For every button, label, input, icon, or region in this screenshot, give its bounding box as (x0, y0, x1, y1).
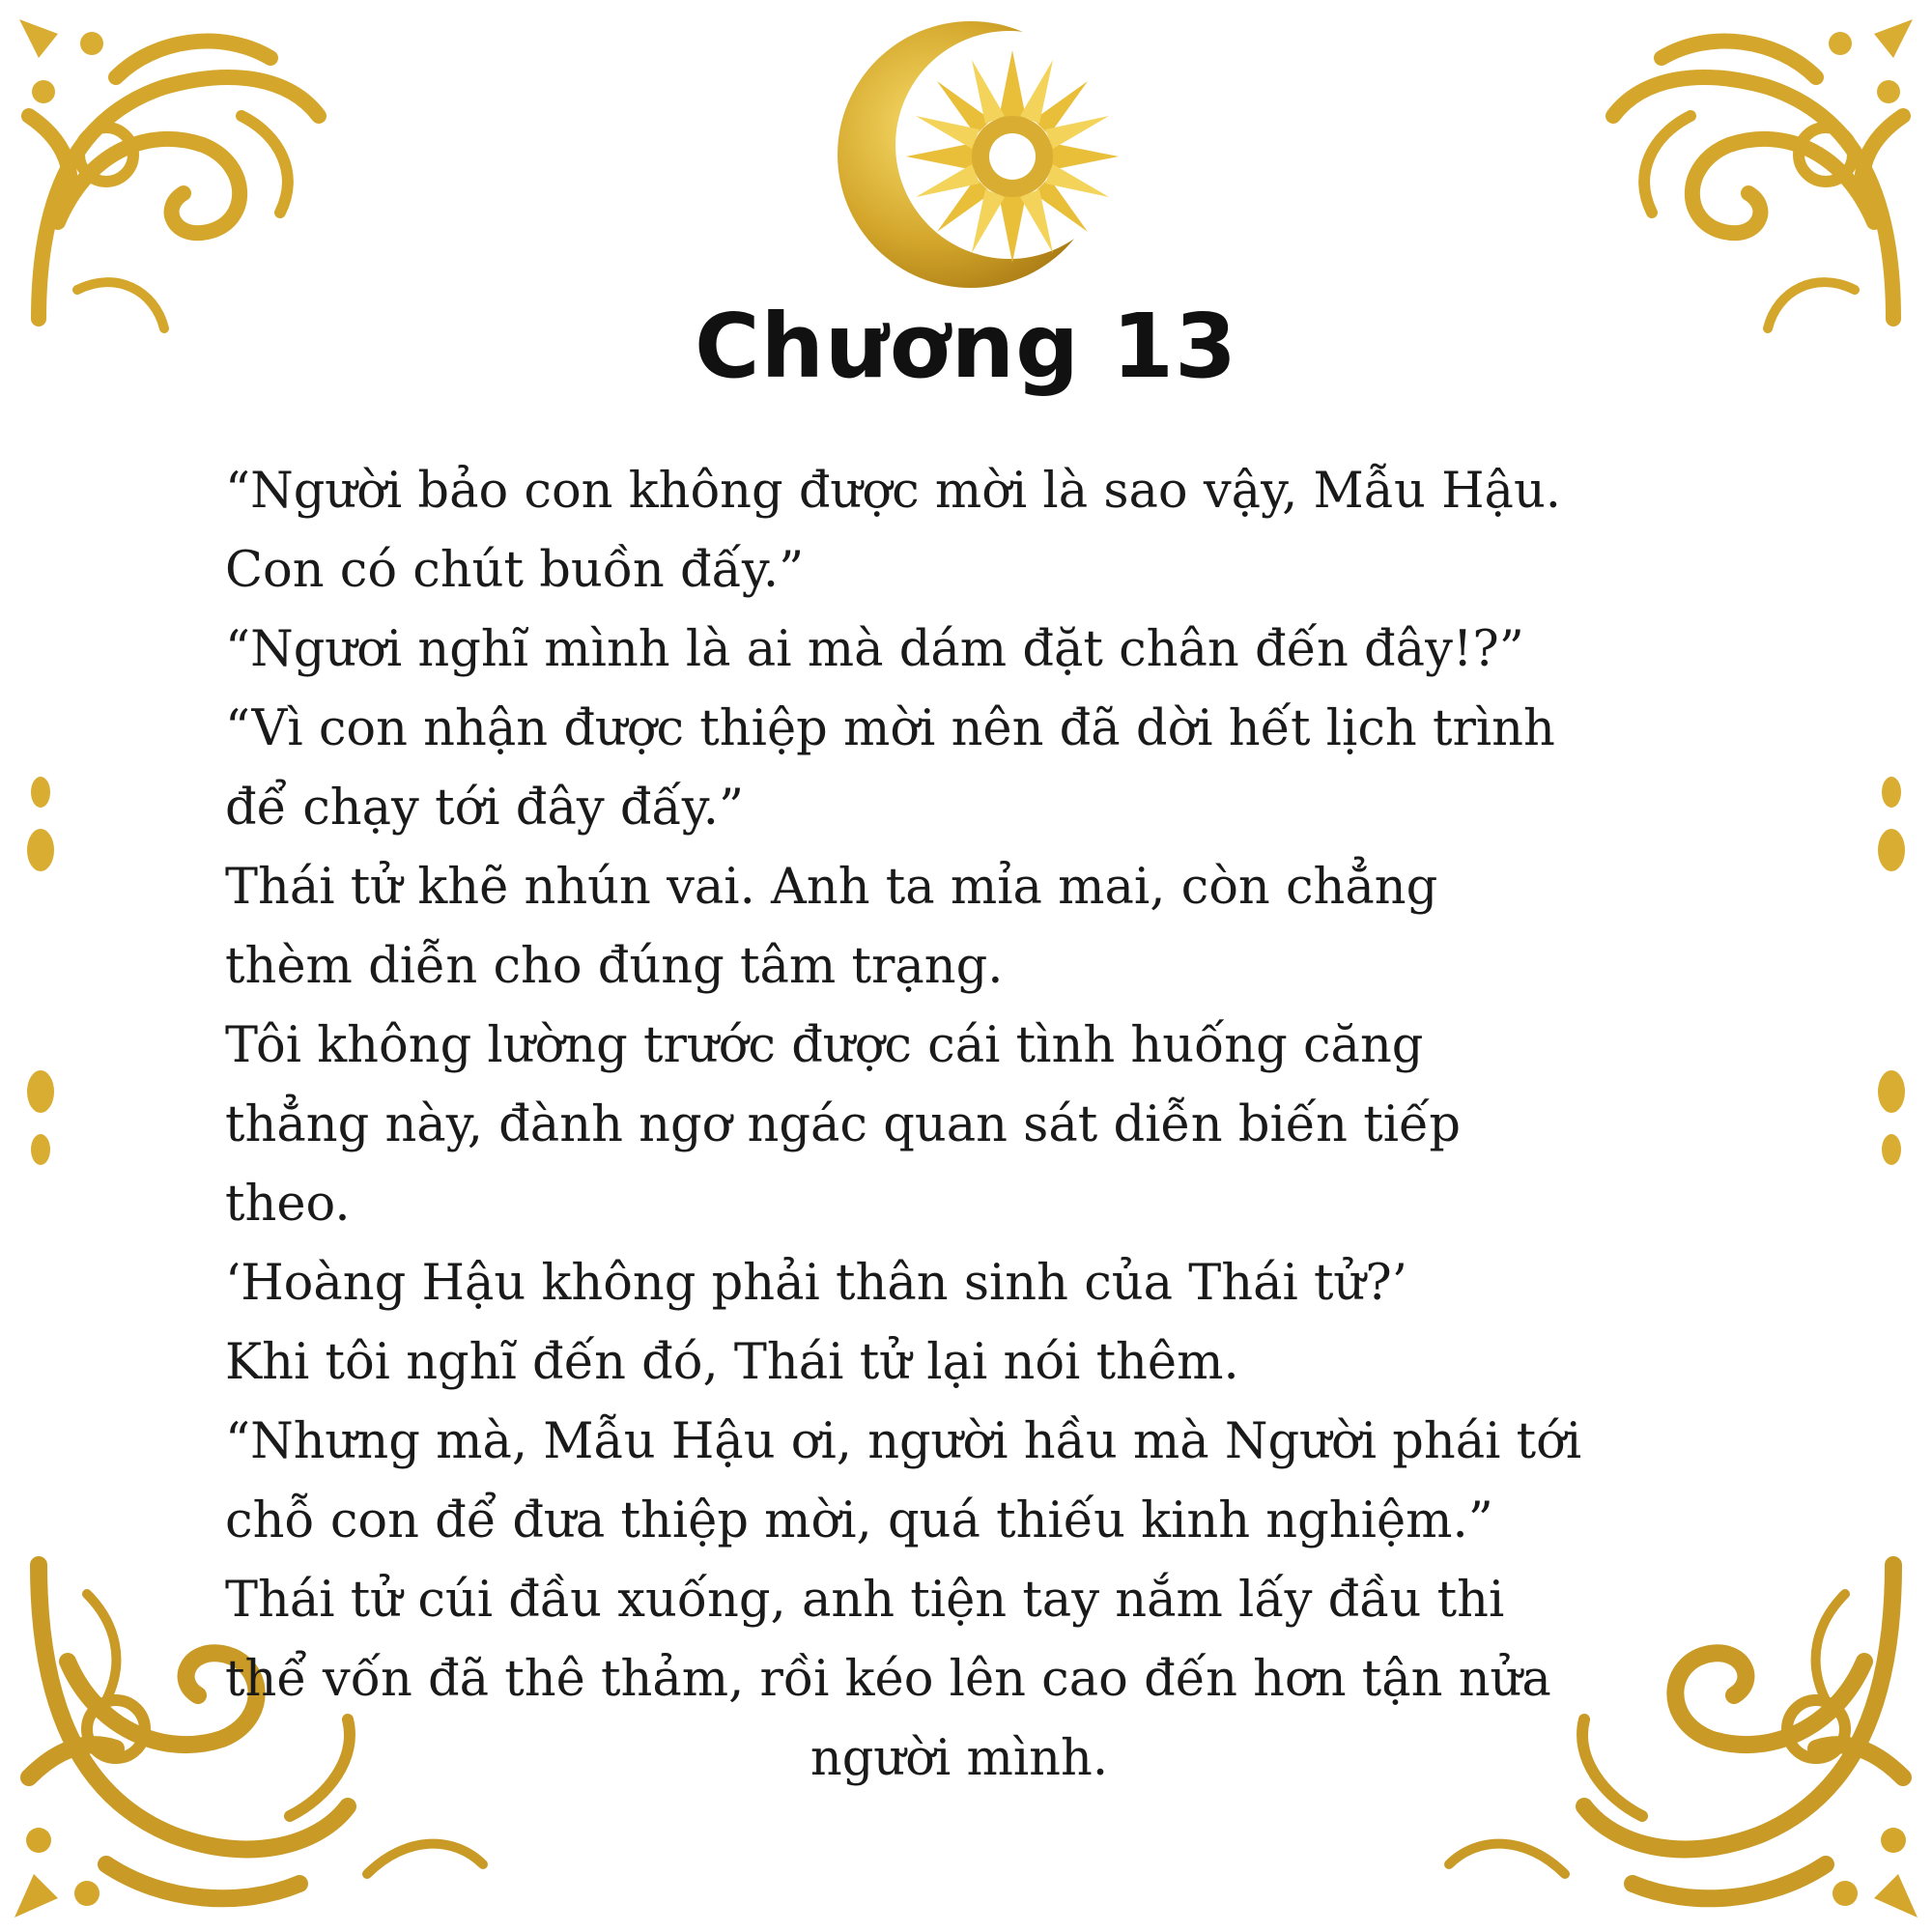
corner-ornament-top-left (29, 42, 319, 328)
crescent-sun-emblem-icon (831, 10, 1121, 299)
corner-fleur-top-right (1829, 19, 1913, 103)
sun-icon (906, 50, 1119, 263)
text-line: thể vốn đã thê thảm, rồi kéo lên cao đến hơn tận nửa (225, 1651, 1551, 1708)
text-line: thẳng này, đành ngơ ngác quan sát diễn biến tiếp (225, 1096, 1462, 1153)
text-line: Con có chút buồn đấy.” (225, 542, 805, 599)
corner-ornament-top-right (1613, 42, 1903, 328)
text-line: theo. (225, 1176, 351, 1233)
text-line: Khi tôi nghĩ đến đó, Thái tử lại nói thêm. (225, 1334, 1239, 1391)
text-line: Thái tử cúi đầu xuống, anh tiện tay nắm lấy đầu thi (225, 1572, 1505, 1629)
chapter-title: Chương 13 (694, 295, 1238, 398)
text-line: ‘Hoàng Hậu không phải thân sinh của Thái tử?’ (225, 1255, 1407, 1312)
text-line: Thái tử khẽ nhún vai. Anh ta mỉa mai, còn chẳng (225, 859, 1438, 916)
text-line: Tôi không lường trước được cái tình huống căng (225, 1017, 1424, 1074)
chapter-body (225, 452, 1732, 1799)
text-line: “Nhưng mà, Mẫu Hậu ơi, người hầu mà Người phái tới (225, 1413, 1582, 1470)
corner-fleur-top-left (19, 19, 103, 103)
text-line: để chạy tới đây đấy.” (225, 780, 745, 837)
corner-fleur-bottom-right (1833, 1828, 1918, 1918)
text-line: “Người bảo con không được mời là sao vậy, Mẫu Hậu. (225, 463, 1562, 520)
text-line: “Ngươi nghĩ mình là ai mà dám đặt chân đến đây!?” (225, 621, 1524, 678)
text-line-last: người mình. (810, 1730, 1109, 1787)
text-line: “Vì con nhận được thiệp mời nên đã dời hết lịch trình (225, 700, 1555, 757)
corner-fleur-bottom-left (14, 1828, 99, 1918)
text-line: chỗ con để đưa thiệp mời, quá thiếu kinh nghiệm.” (225, 1492, 1493, 1549)
text-line: thèm diễn cho đúng tâm trạng. (225, 938, 1004, 995)
